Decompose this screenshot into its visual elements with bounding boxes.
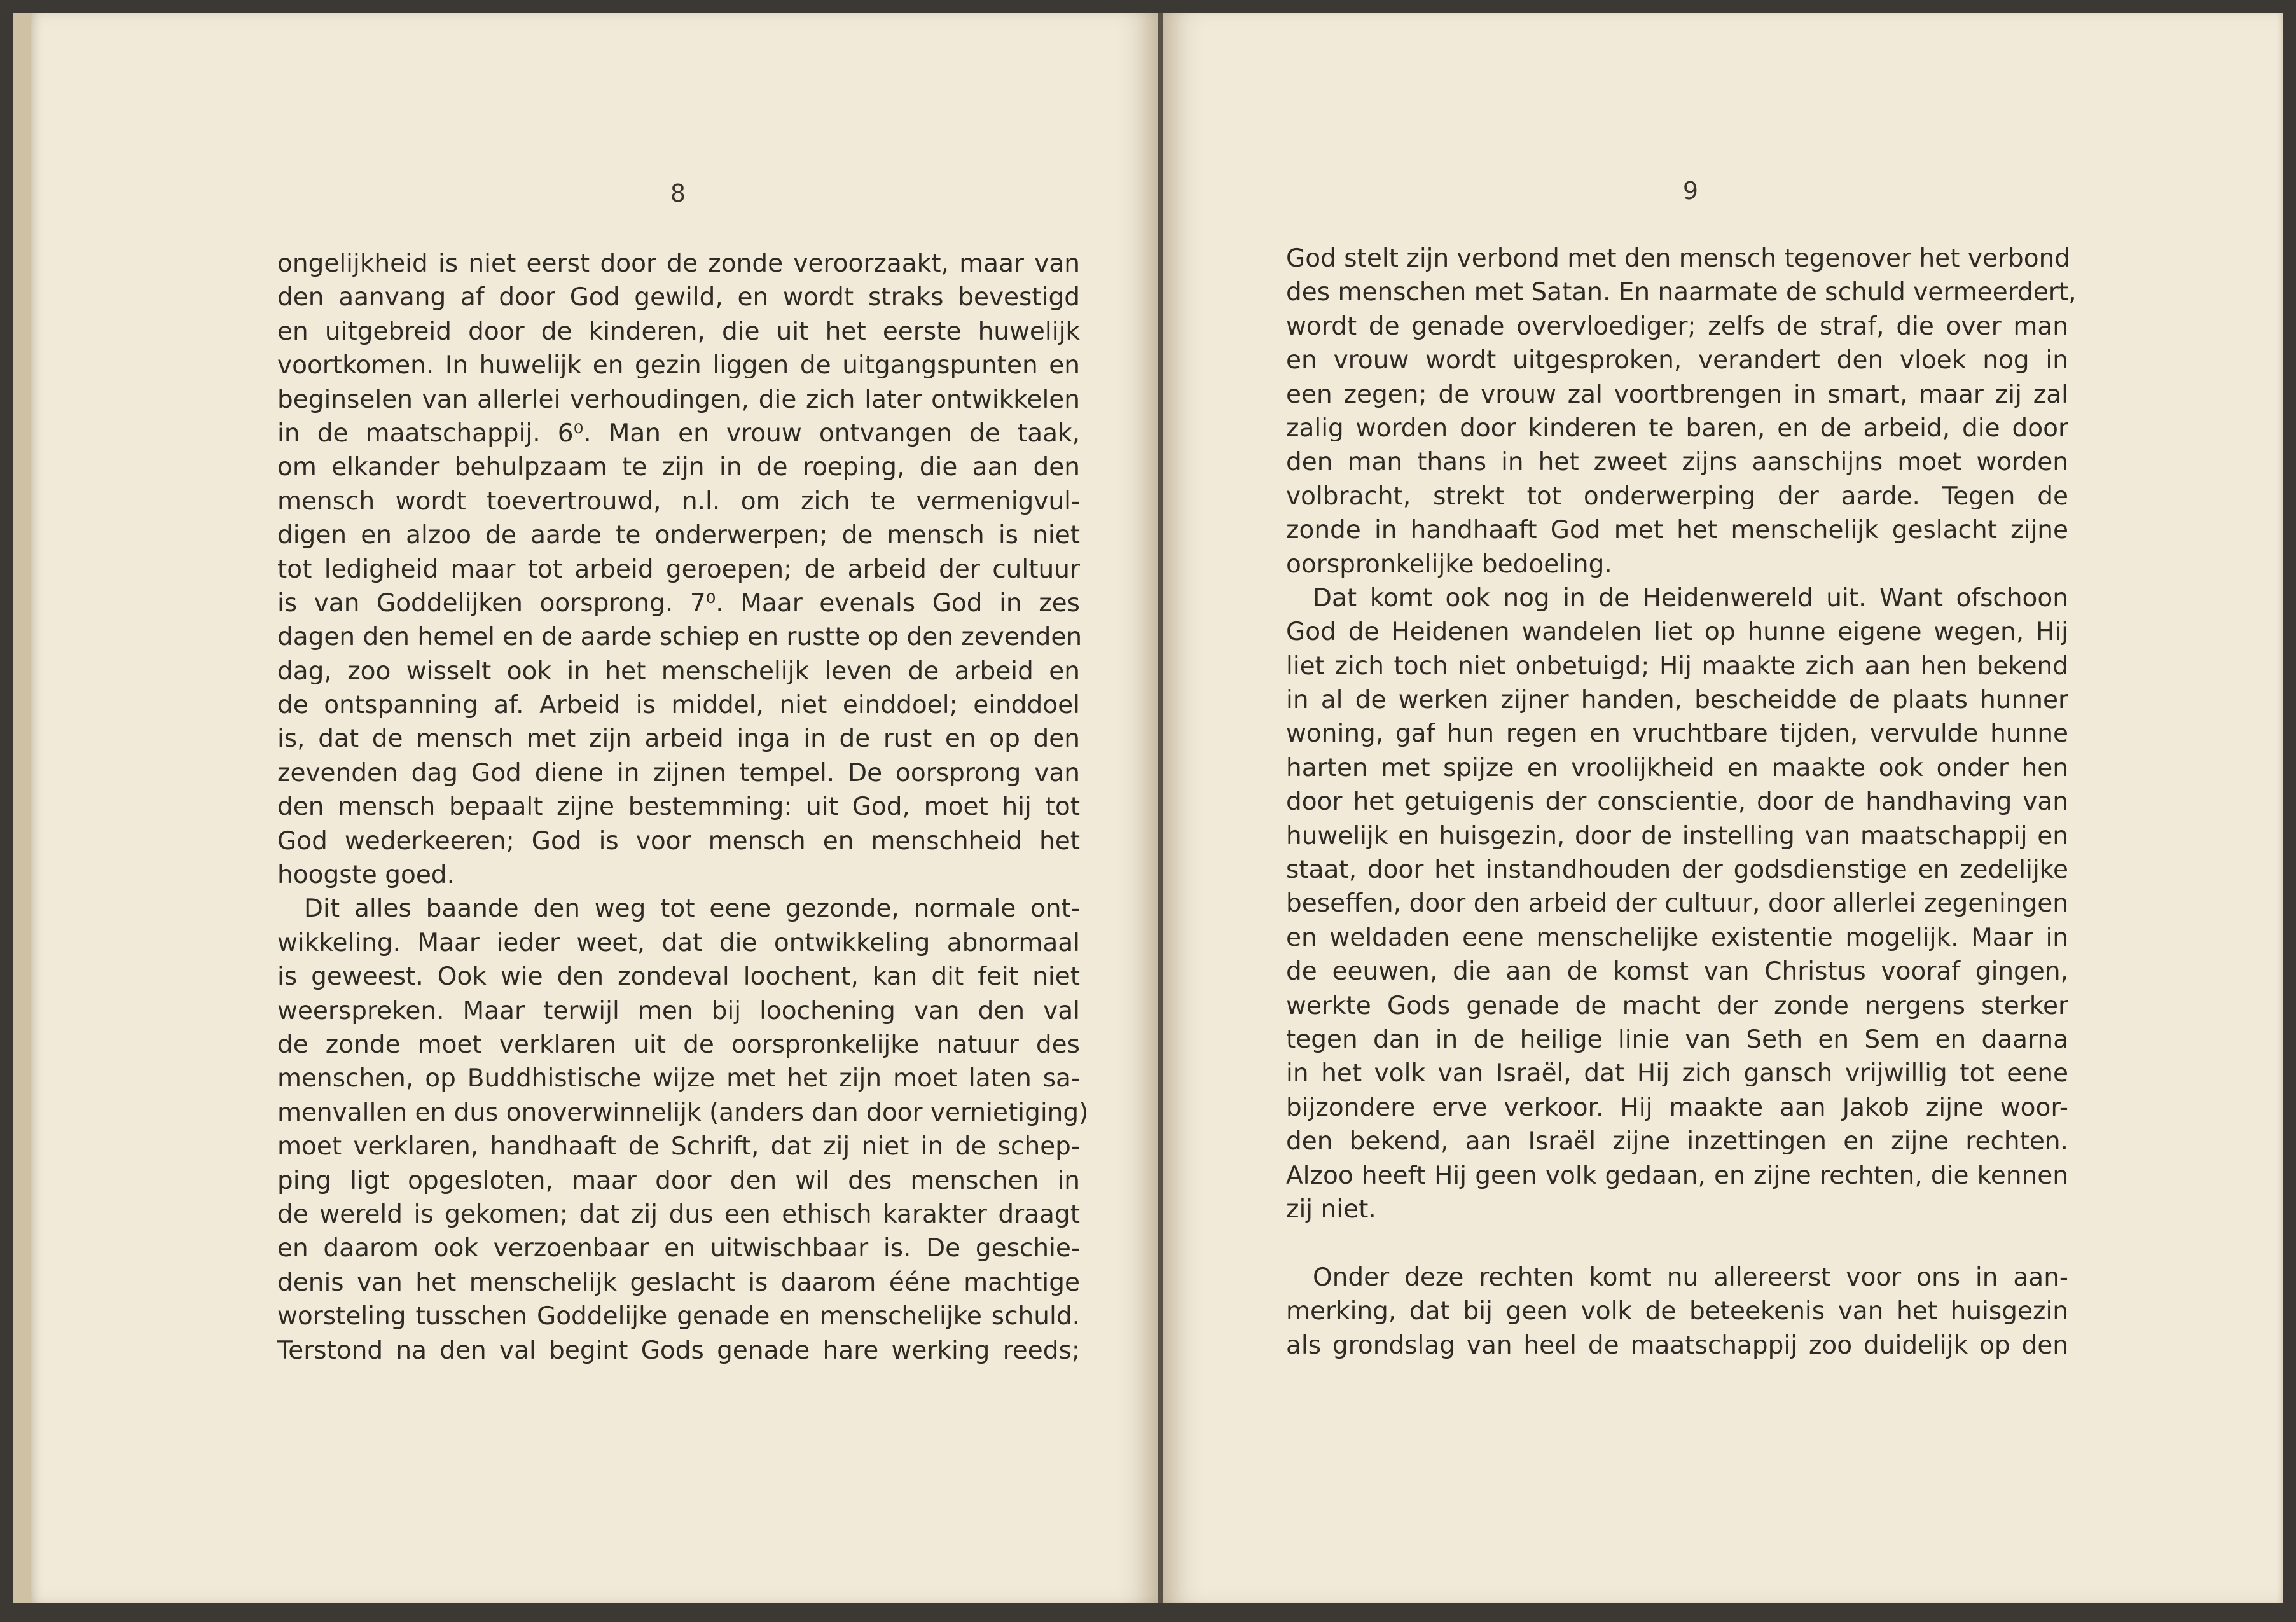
text-line: Onder deze rechten komt nu allereerst voor ons in aan-	[1313, 1263, 2068, 1292]
text-line: hoogste goed.	[277, 861, 455, 890]
text-line: staat, door het instandhouden der godsdienstige en zedelijke	[1286, 856, 2068, 885]
text-line: God de Heidenen wandelen liet op hunne eigene wegen, Hij	[1286, 618, 2068, 647]
text-line: en daarom ook verzoenbaar en uitwischbaar is. De geschie-	[277, 1234, 1080, 1263]
text-line: oorspronkelijke bedoeling.	[1286, 550, 1612, 579]
text-line: Alzoo heeft Hij geen volk gedaan, en zijne rechten, die kennen	[1286, 1161, 2068, 1190]
right-page-text	[1286, 242, 2077, 1362]
text-line: beseffen, door den arbeid der cultuur, door allerlei zegeningen	[1286, 889, 2068, 918]
text-line: den aanvang af door God gewild, en wordt straks bevestigd	[277, 283, 1080, 312]
text-line: de wereld is gekomen; dat zij dus een ethisch karakter draagt	[277, 1200, 1080, 1229]
text-line: Dat komt ook nog in de Heidenwereld uit. Want ofschoon	[1313, 583, 2068, 613]
text-line: door het getuigenis der conscientie, door de handhaving van	[1286, 787, 2068, 817]
text-line: is geweest. Ook wie den zondeval loochent, kan dit feit niet	[277, 962, 1080, 992]
text-line: als grondslag van heel de maatschappij zoo duidelijk op den	[1286, 1331, 2068, 1360]
text-line: merking, dat bij geen volk de beteekenis van het huisgezin	[1286, 1297, 2068, 1326]
text-line: is, dat de mensch met zijn arbeid inga in de rust en op den	[277, 724, 1080, 754]
text-line: en vrouw wordt uitgesproken, verandert den vloek nog in	[1286, 346, 2068, 375]
text-line: Terstond na den val begint Gods genade hare werking reeds;	[277, 1336, 1080, 1365]
text-line: zalig worden door kinderen te baren, en de arbeid, die door	[1286, 413, 2068, 443]
left-page-text	[277, 247, 1089, 1368]
book-gutter	[1158, 13, 1163, 1603]
text-line: woning, gaf hun regen en vruchtbare tijden, vervulde hunne	[1286, 719, 2068, 749]
text-line: menschen, op Buddhistische wijze met het zijn moet laten sa-	[277, 1064, 1080, 1093]
text-line: in het volk van Israël, dat Hij zich gansch vrijwillig tot eene	[1286, 1059, 2068, 1088]
text-line: zonde in handhaaft God met het menschelijk geslacht zijne	[1286, 516, 2068, 545]
text-line: des menschen met Satan. En naarmate de schuld vermeerdert,	[1286, 278, 2077, 307]
text-line: Dit alles baande den weg tot eene gezonde, normale ont-	[304, 894, 1080, 924]
text-line: dag, zoo wisselt ook in het menschelijk leven de arbeid en	[277, 656, 1080, 686]
text-line: ongelijkheid is niet eerst door de zonde veroorzaakt, maar van	[277, 249, 1080, 278]
text-line: wikkeling. Maar ieder weet, dat die ontwikkeling abnormaal	[277, 928, 1080, 957]
text-line: God wederkeeren; God is voor mensch en menschheid het	[277, 826, 1080, 856]
text-line: dagen den hemel en de aarde schiep en rustte op den zevenden	[277, 623, 1082, 652]
text-line: den bekend, aan Israël zijne inzettingen en zijne rechten.	[1286, 1127, 2068, 1156]
text-line: moet verklaren, handhaaft de Schrift, dat zij niet in de schep-	[277, 1132, 1080, 1161]
text-line: tot ledigheid maar tot arbeid geroepen; de arbeid der cultuur	[277, 555, 1080, 584]
page-number-right: 9	[1682, 177, 1699, 205]
text-line: in al de werken zijner handen, bescheidde de plaats hunner	[1286, 686, 2068, 715]
text-line: volbracht, strekt tot onderwerping der aarde. Tegen de	[1286, 482, 2068, 511]
text-line: in de maatschappij. 6⁰. Man en vrouw ontvangen de taak,	[277, 419, 1080, 448]
text-line: wordt de genade overvloediger; zelfs de straf, die over man	[1286, 312, 2068, 341]
text-line: ping ligt opgesloten, maar door den wil des menschen in	[277, 1166, 1080, 1195]
text-line: is van Goddelijken oorsprong. 7⁰. Maar evenals God in zes	[277, 588, 1080, 618]
text-line: denis van het menschelijk geslacht is daarom ééne machtige	[277, 1268, 1080, 1297]
text-line: de ontspanning af. Arbeid is middel, niet einddoel; einddoel	[277, 691, 1080, 720]
text-line: zevenden dag God diene in zijnen tempel. De oorsprong van	[277, 758, 1080, 787]
text-line: harten met spijze en vroolijkheid en maakte ook onder hen	[1286, 753, 2068, 782]
paragraph-gap	[1286, 1226, 2068, 1260]
text-line: worsteling tusschen Goddelijke genade en menschelijke schuld.	[277, 1302, 1080, 1331]
text-line: mensch wordt toevertrouwd, n.l. om zich te vermenigvul-	[277, 487, 1080, 516]
text-line: en weldaden eene menschelijke existentie mogelijk. Maar in	[1286, 923, 2068, 952]
text-line: en uitgebreid door de kinderen, die uit het eerste huwelijk	[277, 317, 1080, 346]
text-line: digen en alzoo de aarde te onderwerpen; de mensch is niet	[277, 521, 1080, 550]
text-line: huwelijk en huisgezin, door de instelling van maatschappij en	[1286, 821, 2068, 850]
page-number-left: 8	[670, 179, 686, 207]
text-line: beginselen van allerlei verhoudingen, die zich later ontwikkelen	[277, 385, 1080, 414]
text-line: den mensch bepaalt zijne bestemming: uit God, moet hij tot	[277, 793, 1080, 822]
text-line: den man thans in het zweet zijns aanschijns moet worden	[1286, 448, 2068, 477]
book-spread	[13, 13, 2283, 1603]
text-line: menvallen en dus onoverwinnelijk (anders dan door vernietiging)	[277, 1098, 1089, 1127]
text-line: de zonde moet verklaren uit de oorspronkelijke natuur des	[277, 1030, 1080, 1059]
left-page	[13, 13, 1158, 1603]
text-line: God stelt zijn verbond met den mensch tegenover het verbond	[1286, 244, 2071, 273]
text-line: bijzondere erve verkoor. Hij maakte aan Jakob zijne woor-	[1286, 1093, 2068, 1122]
text-line: tegen dan in de heilige linie van Seth en Sem en daarna	[1286, 1025, 2068, 1054]
text-line: voortkomen. In huwelijk en gezin liggen de uitgangspunten en	[277, 351, 1080, 380]
text-line: werkte Gods genade de macht der zonde nergens sterker	[1286, 991, 2068, 1020]
right-page	[1163, 13, 2283, 1603]
text-line: zij niet.	[1286, 1195, 1376, 1224]
text-line: om elkander behulpzaam te zijn in de roeping, die aan den	[277, 453, 1080, 482]
text-line: de eeuwen, die aan de komst van Christus vooraf gingen,	[1286, 957, 2068, 987]
text-line: een zegen; de vrouw zal voortbrengen in smart, maar zij zal	[1286, 380, 2068, 409]
text-line: liet zich toch niet onbetuigd; Hij maakte zich aan hen bekend	[1286, 651, 2068, 681]
text-line: weerspreken. Maar terwijl men bij loochening van den val	[277, 996, 1080, 1025]
